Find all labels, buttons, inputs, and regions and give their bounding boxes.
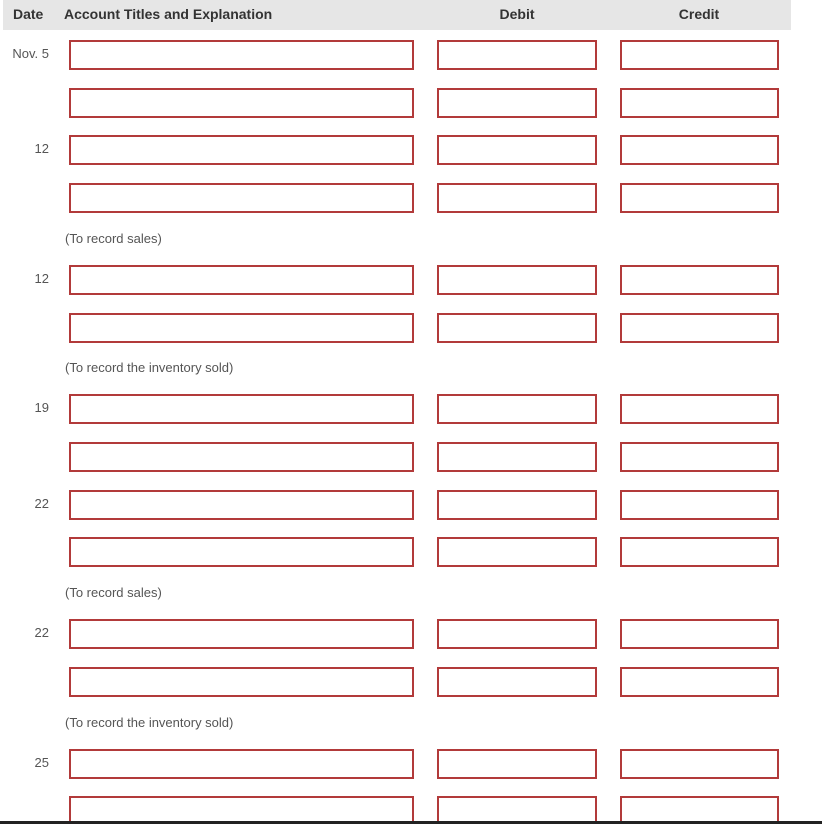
header-debit: Debit: [499, 6, 535, 22]
debit-input[interactable]: [437, 135, 597, 165]
journal-row: [0, 619, 822, 651]
explanation-note: (To record sales): [65, 585, 162, 600]
account-title-input[interactable]: [69, 313, 414, 343]
account-title-input[interactable]: [69, 490, 414, 520]
table-header: [3, 0, 791, 30]
journal-row: [0, 135, 822, 167]
explanation-note: (To record the inventory sold): [65, 360, 234, 375]
account-title-input[interactable]: [69, 749, 414, 779]
debit-input[interactable]: [437, 442, 597, 472]
explanation-note: (To record sales): [65, 231, 162, 246]
credit-input[interactable]: [620, 313, 779, 343]
account-title-input[interactable]: [69, 265, 414, 295]
debit-input[interactable]: [437, 313, 597, 343]
journal-row: [0, 490, 822, 522]
credit-input[interactable]: [620, 442, 779, 472]
credit-input[interactable]: [620, 183, 779, 213]
credit-input[interactable]: [620, 619, 779, 649]
account-title-input[interactable]: [69, 667, 414, 697]
credit-input[interactable]: [620, 490, 779, 520]
debit-input[interactable]: [437, 88, 597, 118]
account-title-input[interactable]: [69, 537, 414, 567]
credit-input[interactable]: [620, 537, 779, 567]
journal-row: [0, 183, 822, 215]
header-account-titles: Account Titles and Explanation: [64, 6, 273, 22]
credit-input[interactable]: [620, 135, 779, 165]
debit-input[interactable]: [437, 796, 597, 824]
credit-input[interactable]: [620, 265, 779, 295]
debit-input[interactable]: [437, 394, 597, 424]
credit-input[interactable]: [620, 88, 779, 118]
row-date: 12: [34, 271, 49, 286]
credit-input[interactable]: [620, 796, 779, 824]
debit-input[interactable]: [437, 265, 597, 295]
journal-row: [0, 796, 822, 824]
debit-input[interactable]: [437, 667, 597, 697]
account-title-input[interactable]: [69, 619, 414, 649]
account-title-input[interactable]: [69, 796, 414, 824]
journal-row: [0, 265, 822, 297]
row-date: 25: [34, 755, 49, 770]
debit-input[interactable]: [437, 40, 597, 70]
journal-row: [0, 537, 822, 569]
debit-input[interactable]: [437, 749, 597, 779]
journal-row: [0, 667, 822, 699]
journal-row: [0, 394, 822, 426]
account-title-input[interactable]: [69, 183, 414, 213]
row-date: 22: [34, 496, 49, 511]
explanation-note: (To record the inventory sold): [65, 715, 234, 730]
header-date: Date: [13, 6, 44, 22]
row-date: 19: [34, 400, 49, 415]
debit-input[interactable]: [437, 619, 597, 649]
journal-row: [0, 749, 822, 781]
header-credit: Credit: [678, 6, 720, 22]
journal-row: [0, 442, 822, 474]
row-date: Nov. 5: [12, 46, 49, 61]
account-title-input[interactable]: [69, 88, 414, 118]
account-title-input[interactable]: [69, 40, 414, 70]
debit-input[interactable]: [437, 537, 597, 567]
credit-input[interactable]: [620, 394, 779, 424]
debit-input[interactable]: [437, 183, 597, 213]
account-title-input[interactable]: [69, 442, 414, 472]
journal-row: [0, 313, 822, 345]
credit-input[interactable]: [620, 40, 779, 70]
credit-input[interactable]: [620, 667, 779, 697]
debit-input[interactable]: [437, 490, 597, 520]
account-title-input[interactable]: [69, 135, 414, 165]
row-date: 22: [34, 625, 49, 640]
credit-input[interactable]: [620, 749, 779, 779]
journal-row: [0, 40, 822, 72]
journal-row: [0, 88, 822, 120]
account-title-input[interactable]: [69, 394, 414, 424]
row-date: 12: [34, 141, 49, 156]
